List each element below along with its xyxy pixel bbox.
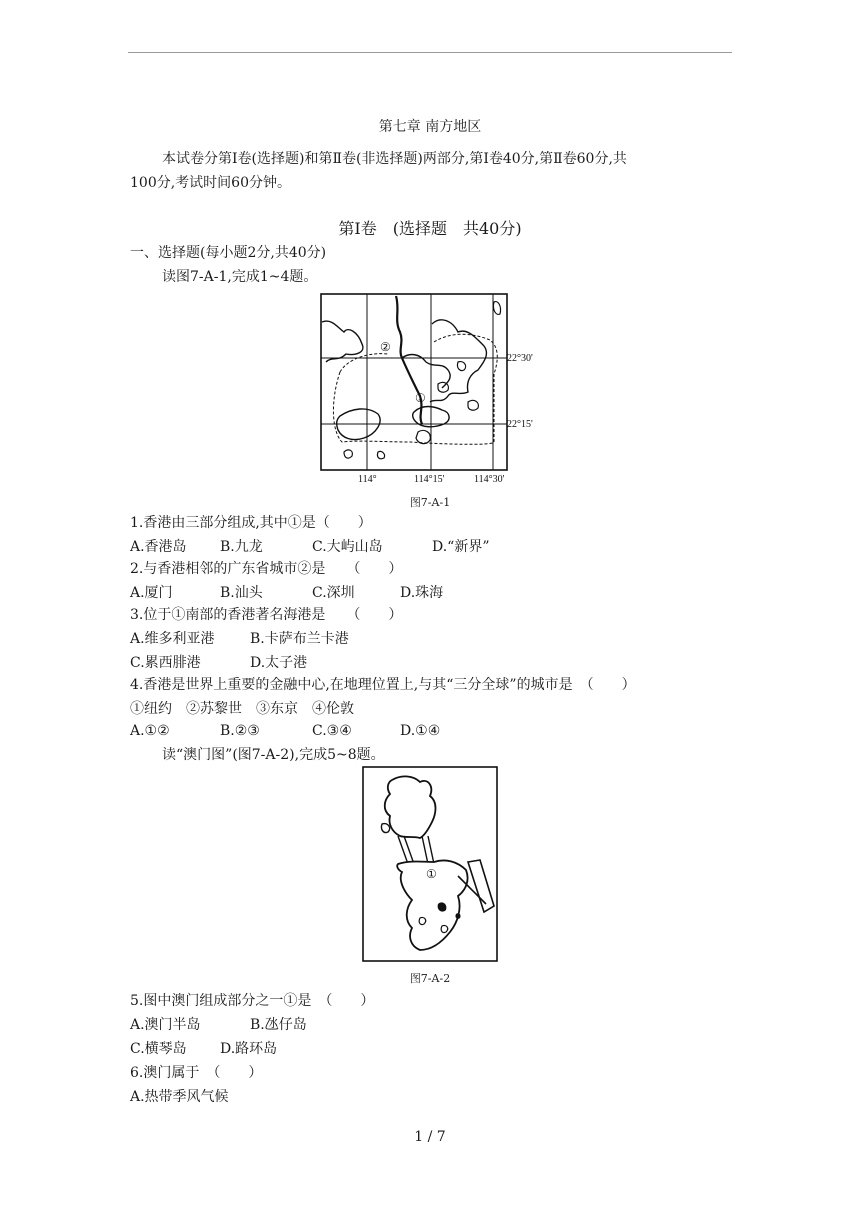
intro-line-2: 100分,考试时间60分钟。 — [130, 175, 291, 191]
macau-marker-1-label: ① — [426, 867, 437, 881]
question-4-option-d[interactable]: D.①④ — [400, 723, 441, 739]
question-5-option-c[interactable]: C.横琴岛 — [130, 1041, 187, 1057]
read-instruction-1: 读图7-A-1,完成1~4题。 — [162, 269, 318, 285]
figure-1-caption: 图7-A-1 — [409, 496, 451, 509]
question-2-option-a[interactable]: A.厦门 — [130, 585, 173, 601]
question-4-option-b[interactable]: B.②③ — [220, 723, 260, 739]
chapter-title: 第七章 南方地区 — [378, 119, 482, 135]
intro-line-1: 本试卷分第Ⅰ卷(选择题)和第Ⅱ卷(非选择题)两部分,第Ⅰ卷40分,第Ⅱ卷60分,共 — [162, 151, 627, 167]
question-4-stem: 4.香港是世界上重要的金融中心,在地理位置上,与其“三分全球”的城市是 （ ） — [130, 677, 636, 693]
hong-kong-map — [318, 292, 533, 488]
read-instruction-2: 读“澳门图”(图7-A-2),完成5~8题。 — [162, 747, 385, 763]
question-5-option-b[interactable]: B.氹仔岛 — [250, 1017, 307, 1033]
part-heading: 一、选择题(每小题2分,共40分) — [130, 245, 327, 261]
question-3-option-d[interactable]: D.太子港 — [250, 655, 308, 671]
lon-label-114-15: 114°15' — [414, 474, 445, 485]
question-1-option-a[interactable]: A.香港岛 — [130, 539, 187, 555]
question-2-stem: 2.与香港相邻的广东省城市②是 （ ） — [130, 561, 403, 577]
lat-label-22-15: 22°15' — [507, 419, 533, 430]
macau-map — [362, 766, 498, 962]
marker-2-label: ② — [380, 340, 391, 354]
question-5-option-a[interactable]: A.澳门半岛 — [130, 1017, 201, 1033]
question-1-stem: 1.香港由三部分组成,其中①是（ ） — [130, 515, 372, 531]
section-heading: 第Ⅰ卷 (选择题 共40分) — [338, 219, 522, 238]
question-2-option-d[interactable]: D.珠海 — [400, 585, 444, 601]
question-3-option-b[interactable]: B.卡萨布兰卡港 — [250, 631, 349, 647]
question-4-option-a[interactable]: A.①② — [130, 723, 170, 739]
lat-label-22-30: 22°30' — [507, 353, 533, 364]
lon-label-114-30: 114°30' — [474, 474, 505, 485]
page-number: 1 / 7 — [414, 1129, 446, 1145]
marker-1-label: ① — [415, 391, 426, 405]
header-rule — [128, 52, 732, 53]
question-1-option-c[interactable]: C.大屿山岛 — [312, 539, 383, 555]
figure-2-caption: 图7-A-2 — [409, 972, 451, 985]
question-6-stem: 6.澳门属于 （ ） — [130, 1065, 263, 1081]
question-3-option-a[interactable]: A.维多利亚港 — [130, 631, 215, 647]
question-4-option-c[interactable]: C.③④ — [312, 723, 352, 739]
question-1-option-d[interactable]: D.“新界” — [432, 539, 490, 555]
question-2-option-c[interactable]: C.深圳 — [312, 585, 355, 601]
question-3-stem: 3.位于①南部的香港著名海港是 （ ） — [130, 607, 403, 623]
question-5-stem: 5.图中澳门组成部分之一①是 （ ） — [130, 993, 375, 1009]
question-2-option-b[interactable]: B.汕头 — [220, 585, 263, 601]
question-6-option-a[interactable]: A.热带季风气候 — [130, 1089, 229, 1105]
lon-label-114: 114° — [358, 474, 377, 485]
question-3-option-c[interactable]: C.累西腓港 — [130, 655, 201, 671]
question-1-option-b[interactable]: B.九龙 — [220, 539, 263, 555]
question-5-option-d[interactable]: D.路环岛 — [220, 1041, 278, 1057]
question-4-items: ①纽约 ②苏黎世 ③东京 ④伦敦 — [130, 701, 354, 717]
